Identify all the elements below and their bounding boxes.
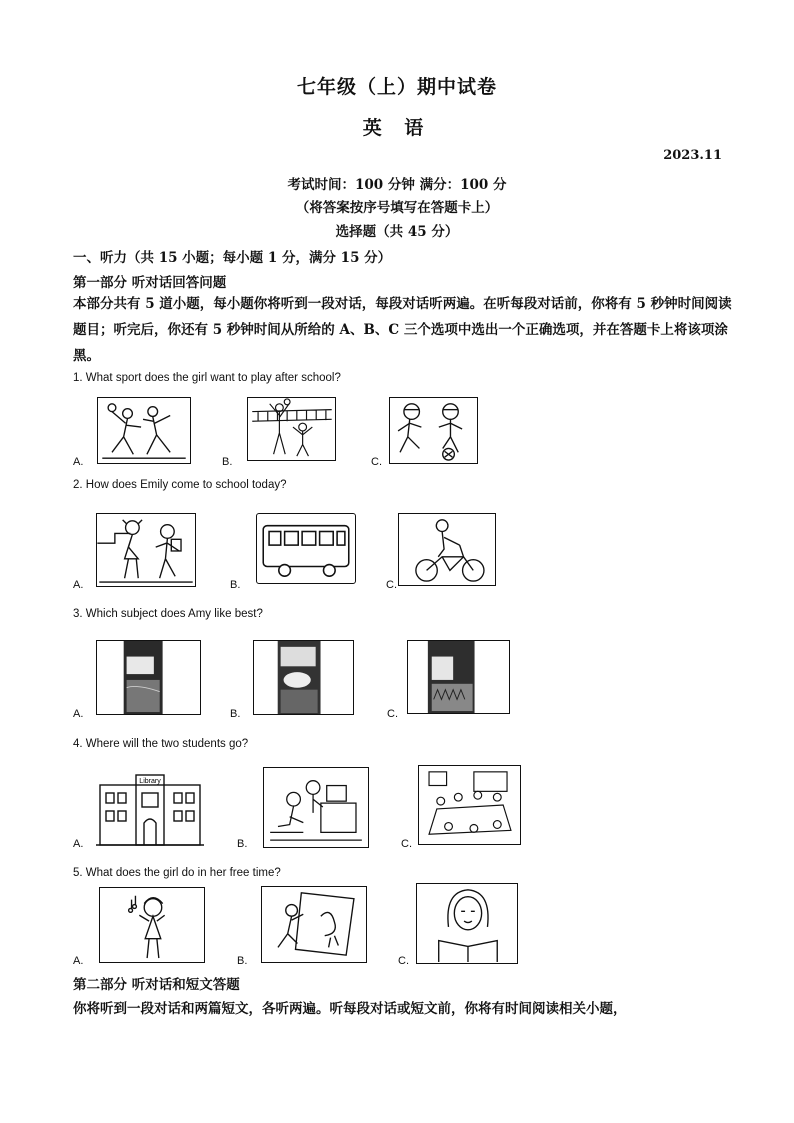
- geography-book-icon: [96, 640, 201, 715]
- dining-hall-icon: [418, 765, 521, 845]
- q4-option-a-label: A.: [73, 838, 84, 850]
- bus-icon: [256, 513, 356, 584]
- q3-option-b-label: B.: [230, 708, 241, 720]
- exam-title: 七年级（上）期中试卷: [296, 76, 497, 98]
- q5-option-b-label: B.: [237, 955, 248, 967]
- math-book-icon: [253, 640, 354, 715]
- q1-option-a-label: A.: [73, 456, 84, 468]
- singing-icon: [99, 887, 205, 963]
- bike-icon: [398, 513, 496, 586]
- answer-instruction: （将答案按序号填写在答题卡上）: [295, 200, 499, 216]
- section2-title: 第二部分 听对话和短文答题: [73, 977, 240, 993]
- walking-icon: [96, 513, 196, 587]
- q4-option-b-label: B.: [237, 838, 248, 850]
- exam-info: 考试时间：100 分钟 满分：100 分: [287, 177, 507, 193]
- q1-option-b-label: B.: [222, 456, 233, 468]
- choice-section-title: 选择题（共 45 分）: [335, 224, 459, 240]
- question-2: 2. How does Emily come to school today?: [73, 479, 287, 491]
- question-4: 4. Where will the two students go?: [73, 738, 249, 750]
- volleyball-icon: [247, 397, 336, 461]
- listening-heading: 一、听力（共 15 小题；每小题 1 分，满分 15 分）: [73, 250, 392, 266]
- q2-option-c-label: C.: [386, 579, 397, 591]
- library-sign: Library: [139, 778, 161, 785]
- q5-option-c-label: C.: [398, 955, 409, 967]
- question-1: 1. What sport does the girl want to play after school?: [73, 372, 341, 384]
- q1-option-c-label: C.: [371, 456, 382, 468]
- basketball-icon: [97, 397, 191, 464]
- exam-date: 2023.11: [663, 148, 722, 163]
- q2-option-b-label: B.: [230, 579, 241, 591]
- q3-option-c-label: C.: [387, 708, 398, 720]
- question-5: 5. What does the girl do in her free time?: [73, 867, 281, 879]
- section1-text: 本部分共有 5 道小题，每小题你将听到一段对话，每段对话听两遍。在听每段对话前，你将有 5 秒钟时间阅读题目；听完后，你还有 5 秒钟时间从所给的 A、B、C 三个选项中选出一个正确选项，并在答题卡上将该项涂黑。: [73, 296, 732, 364]
- section2-text: 你将听到一段对话和两篇短文，各听两遍。听每段对话或短文前，你将有时间阅读相关小题，: [73, 1001, 627, 1017]
- section1-title: 第一部分 听对话回答问题: [73, 275, 227, 291]
- q4-option-c-label: C.: [401, 838, 412, 850]
- office-icon: [263, 767, 369, 848]
- soccer-icon: [389, 397, 478, 464]
- q3-option-a-label: A.: [73, 708, 84, 720]
- history-book-icon: [407, 640, 510, 714]
- drawing-icon: [261, 886, 367, 963]
- library-icon: [96, 767, 204, 847]
- reading-icon: [416, 883, 518, 964]
- question-3: 3. Which subject does Amy like best?: [73, 608, 263, 620]
- q2-option-a-label: A.: [73, 579, 84, 591]
- q5-option-a-label: A.: [73, 955, 84, 967]
- subject-title: 英 语: [362, 117, 432, 139]
